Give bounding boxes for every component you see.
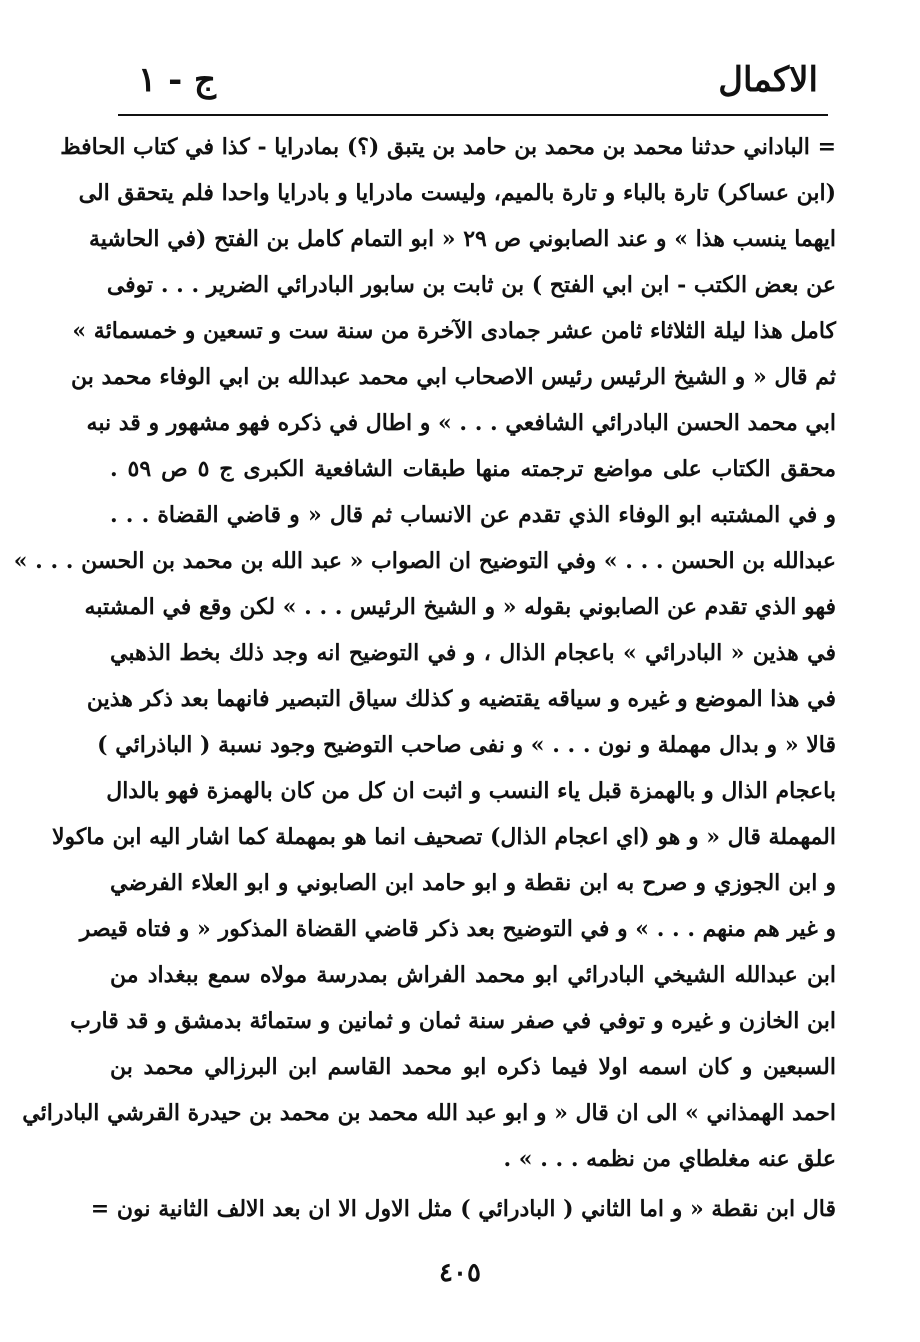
text-line: قال ابن نقطة « و اما الثاني ( البادرائي ) مثل الاول الا ان بعد الالف الثانية نون = [90, 1196, 836, 1222]
text-line: قالا « و بدال مهملة و نون . . . » و نفى صاحب التوضيح وجود نسبة ( الباذرائي ) [97, 732, 836, 758]
text-line: فهو الذي تقدم عن الصابوني بقوله « و الشيخ الرئيس . . . » لكن وقع في المشتبه [84, 594, 836, 620]
page-number: ٤٠٥ [439, 1258, 481, 1288]
text-line: ابن الخازن و غيره و توفي في صفر سنة ثمان و ثمانين و ستمائة بدمشق و قد قارب [70, 1008, 836, 1034]
text-line: احمد الهمذاني » الى ان قال « و ابو عبد الله محمد بن محمد بن حيدرة القرشي البادرائي [22, 1100, 836, 1126]
text-line: محقق الكتاب على مواضع ترجمته منها طبقات الشافعية الكبرى ج ٥ ص ٥٩ . [110, 456, 836, 482]
text-line: في هذا الموضع و غيره و سياقه يقتضيه و كذلك سياق التبصير فانهما بعد ذكر هذين [86, 686, 836, 712]
running-title: الاكمال [718, 60, 818, 100]
text-line: ايهما ينسب هذا » و عند الصابوني ص ٢٩ « ابو التمام كامل بن الفتح (في الحاشية [88, 226, 836, 252]
text-line: السبعين و كان اسمه اولا فيما ذكره ابو محمد القاسم ابن البرزالي محمد بن [110, 1054, 836, 1080]
text-line: (ابن عساكر) تارة بالباء و تارة بالميم، وليست مادرايا و بادرايا واحدا فلم يتحقق الى [78, 180, 836, 206]
text-line: باعجام الذال و بالهمزة قبل ياء النسب و اثبت ان كل من كان بالهمزة فهو بالدال [106, 778, 836, 804]
text-line: و في المشتبه ابو الوفاء الذي تقدم عن الانساب ثم قال « و قاضي القضاة . . . [110, 502, 836, 528]
text-line: ابن عبدالله الشيخي البادرائي ابو محمد الفراش بمدرسة مولاه سمع ببغداد من [110, 962, 836, 988]
text-line: المهملة قال « و هو (اي اعجام الذال) تصحيف انما هو بمهملة كما اشار اليه ابن ماكولا [51, 824, 836, 850]
footnote-text [13, 124, 836, 1232]
text-line: و غير هم منهم . . . » و في التوضيح بعد ذكر قاضي القضاة المذكور « و فتاه قيصر [79, 916, 836, 942]
text-line: عن بعض الكتب - ابن ابي الفتح ) بن ثابت بن سابور البادرائي الضرير . . . توفى [106, 272, 836, 298]
text-line: = الباداني حدثنا محمد بن محمد بن حامد بن يتبق (؟) بمادرايا - كذا في كتاب الحافظ [60, 134, 836, 160]
header-rule [118, 114, 828, 116]
text-line: و ابن الجوزي و صرح به ابن نقطة و ابو حامد ابن الصابوني و ابو العلاء الفرضي [110, 870, 836, 896]
text-line: ثم قال « و الشيخ الرئيس رئيس الاصحاب ابي محمد عبدالله بن ابي الوفاء محمد بن [70, 364, 836, 390]
volume-number: ج - ١ [138, 60, 216, 100]
text-line: في هذين « البادرائي » باعجام الذال ، و في التوضيح انه وجد ذلك بخط الذهبي [110, 640, 836, 666]
text-line: علق عنه مغلطاي من نظمه . . . » . [503, 1146, 836, 1172]
page-header [118, 58, 818, 102]
text-line: ابي محمد الحسن البادرائي الشافعي . . . » و اطال في ذكره فهو مشهور و قد نبه [86, 410, 836, 436]
text-line: عبدالله بن الحسن . . . » وفي التوضيح ان الصواب « عبد الله بن محمد بن الحسن . . . » [13, 548, 836, 574]
text-line: كامل هذا ليلة الثلاثاء ثامن عشر جمادى الآخرة من سنة ست و تسعين و خمسمائة » [72, 318, 836, 344]
